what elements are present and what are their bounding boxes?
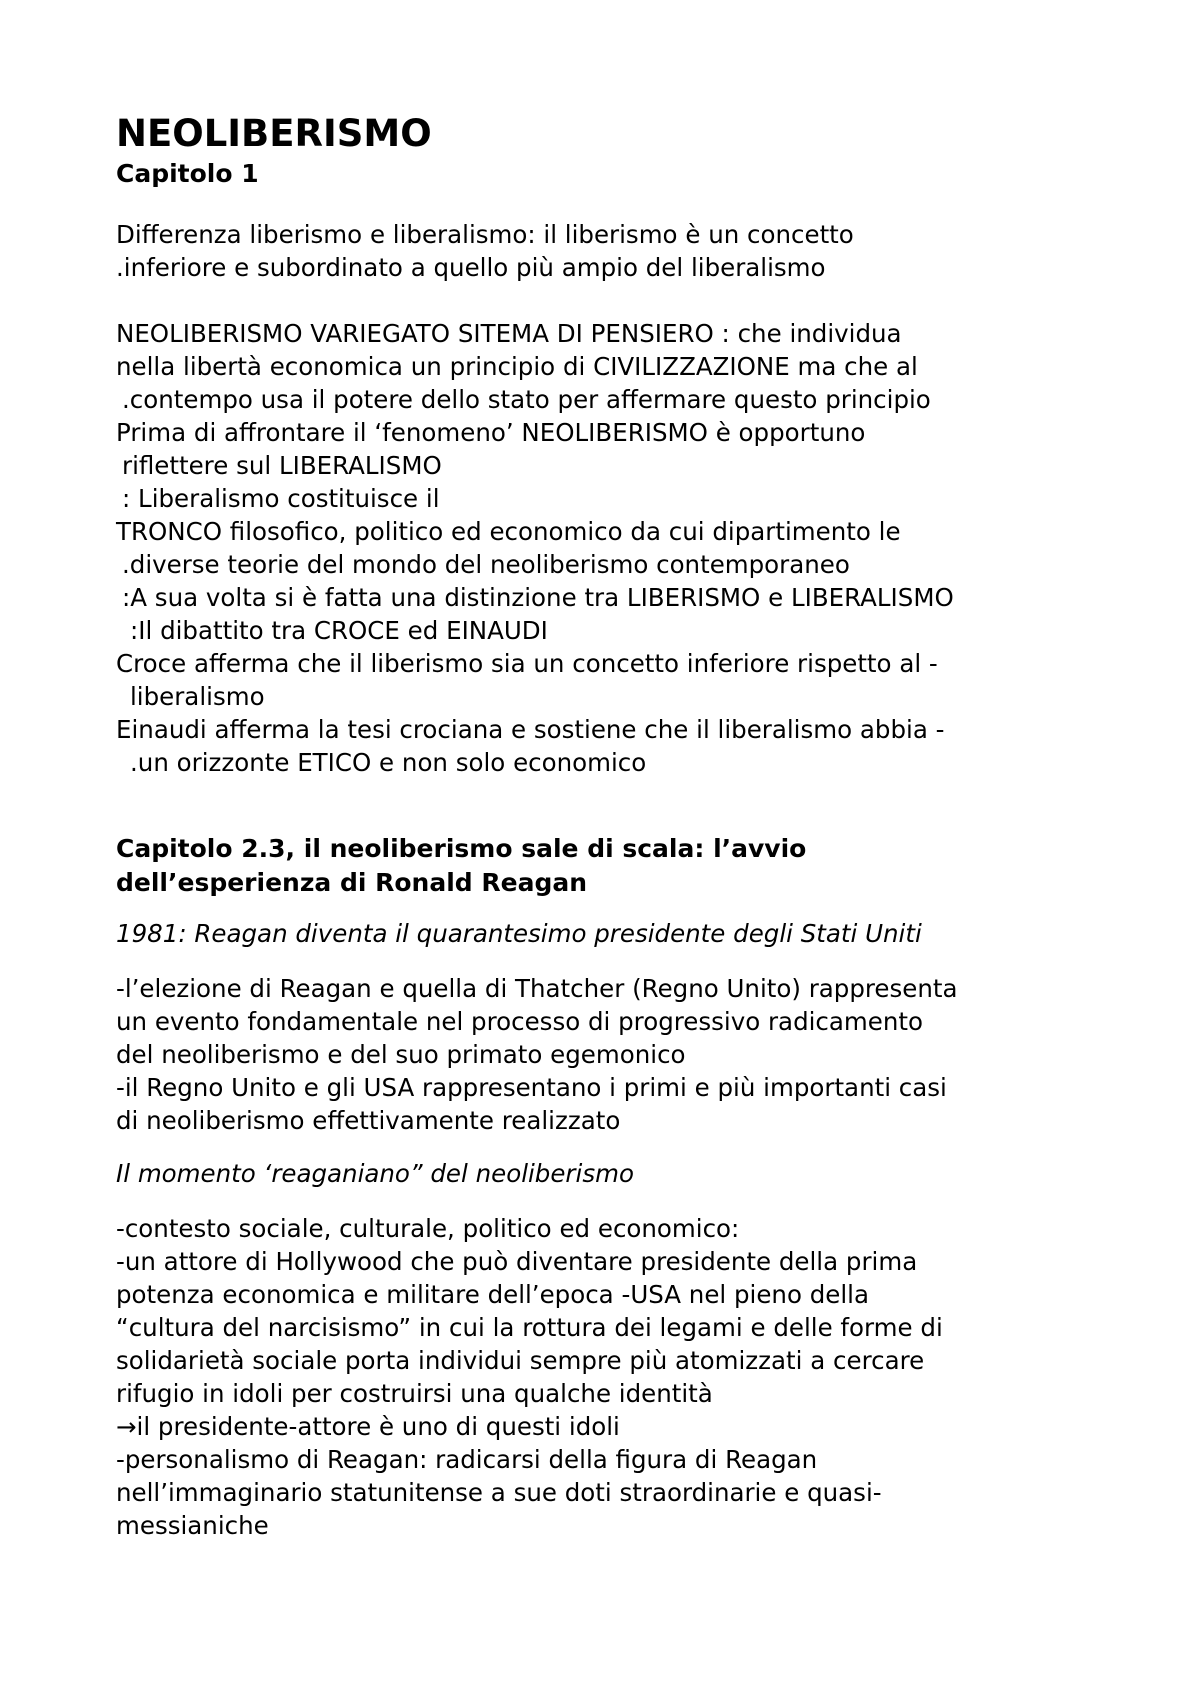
section-differenza: [116, 218, 1116, 284]
paragraph-line: “cultura del narcisismo” in cui la rottura dei legami e delle forme di: [116, 1313, 943, 1342]
paragraph-line: .contempo usa il potere dello stato per affermare questo principio: [122, 385, 931, 414]
paragraph-line: : Liberalismo costituisce il: [122, 484, 440, 513]
section-elezione-reagan: [116, 972, 1116, 1137]
document-page: [116, 110, 1116, 1542]
paragraph-line: riflettere sul LIBERALISMO: [122, 451, 442, 480]
paragraph-line: →il presidente-attore è uno di questi idoli: [116, 1412, 620, 1441]
document-title: NEOLIBERISMO: [116, 112, 432, 155]
paragraph-line: TRONCO filosofico, politico ed economico da cui dipartimento le: [116, 517, 901, 546]
section-contesto: [116, 1212, 1116, 1542]
italic-subheading-1981: 1981: Reagan diventa il quarantesimo presidente degli Stati Uniti: [116, 919, 922, 948]
paragraph-line: di neoliberismo effettivamente realizzato: [116, 1106, 621, 1135]
paragraph-line: :A sua volta si è fatta una distinzione tra LIBERISMO e LIBERALISMO: [122, 583, 954, 612]
paragraph-line: Croce afferma che il liberismo sia un concetto inferiore rispetto al -: [116, 649, 938, 678]
heading-line: dell’esperienza di Ronald Reagan: [116, 868, 588, 897]
paragraph-line: -un attore di Hollywood che può diventare presidente della prima: [116, 1247, 918, 1276]
chapter-1-heading: Capitolo 1: [116, 159, 259, 188]
paragraph-line: messianiche: [116, 1511, 269, 1540]
paragraph-line: -personalismo di Reagan: radicarsi della figura di Reagan: [116, 1445, 818, 1474]
paragraph-line: :Il dibattito tra CROCE ed EINAUDI: [130, 616, 548, 645]
paragraph-line: un evento fondamentale nel processo di progressivo radicamento: [116, 1007, 923, 1036]
chapter-2-3-heading: [116, 832, 1116, 900]
section-neoliberismo-variegato: [116, 317, 1116, 779]
paragraph-line: .diverse teorie del mondo del neoliberismo contemporaneo: [122, 550, 850, 579]
paragraph-line: -contesto sociale, culturale, politico ed economico:: [116, 1214, 740, 1243]
paragraph-line: NEOLIBERISMO VARIEGATO SITEMA DI PENSIERO : che individua: [116, 319, 902, 348]
paragraph-line: Einaudi afferma la tesi crociana e sostiene che il liberalismo abbia -: [116, 715, 945, 744]
paragraph-line: nell’immaginario statunitense a sue doti straordinarie e quasi-: [116, 1478, 882, 1507]
paragraph-line: potenza economica e militare dell’epoca -USA nel pieno della: [116, 1280, 869, 1309]
paragraph-line: -il Regno Unito e gli USA rappresentano i primi e più importanti casi: [116, 1073, 947, 1102]
paragraph-line: rifugio in idoli per costruirsi una qualche identità: [116, 1379, 713, 1408]
paragraph-line: Prima di affrontare il ‘fenomeno’ NEOLIBERISMO è opportuno: [116, 418, 866, 447]
paragraph-line: del neoliberismo e del suo primato egemonico: [116, 1040, 686, 1069]
heading-line: Capitolo 2.3, il neoliberismo sale di scala: l’avvio: [116, 834, 807, 863]
paragraph-line: solidarietà sociale porta individui sempre più atomizzati a cercare: [116, 1346, 925, 1375]
paragraph-line: Differenza liberismo e liberalismo: il liberismo è un concetto: [116, 220, 854, 249]
italic-subheading-momento: Il momento ‘reaganiano” del neoliberismo: [116, 1159, 634, 1188]
paragraph-line: liberalismo: [130, 682, 265, 711]
paragraph-line: -l’elezione di Reagan e quella di Thatcher (Regno Unito) rappresenta: [116, 974, 958, 1003]
paragraph-line: nella libertà economica un principio di CIVILIZZAZIONE ma che al: [116, 352, 918, 381]
paragraph-line: .inferiore e subordinato a quello più ampio del liberalismo: [116, 253, 826, 282]
paragraph-line: .un orizzonte ETICO e non solo economico: [130, 748, 647, 777]
